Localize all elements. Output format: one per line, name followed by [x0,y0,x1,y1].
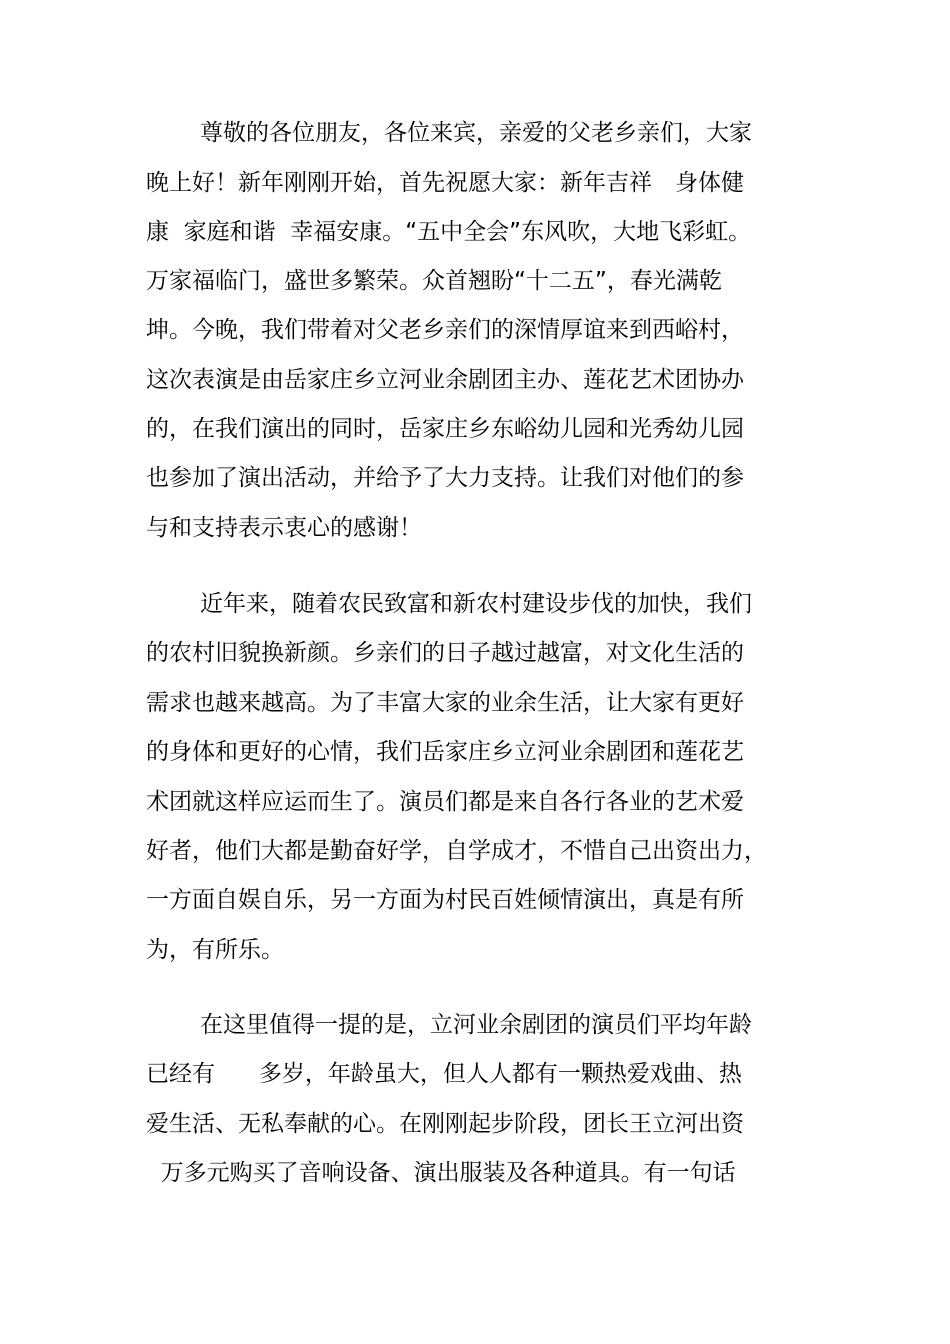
text-line: 的，在我们演出的同时，岳家庄乡东峪幼儿园和光秀幼儿园 [146,416,744,442]
text-line: 康 家庭和谐 幸福安康。“五中全会”东风吹，大地飞彩虹。 [146,219,752,245]
text-line: 爱生活、无私奉献的心。在刚刚起步阶段，团长王立河出资 [146,1111,744,1137]
text-line: 这次表演是由岳家庄乡立河业余剧团主办、莲花艺术团协办 [146,367,744,393]
text-line: 一方面自娱自乐，另一方面为村民百姓倾情演出，真是有所 [146,887,744,913]
text-line: 术团就这样应运而生了。演员们都是来自各行各业的艺术爱 [146,789,744,815]
text-line: 已经有 多岁，年龄虽大，但人人都有一颗热爱戏曲、热 [146,1061,742,1087]
text-line: 万多元购买了音响设备、演出服装及各种道具。有一句话 [146,1160,736,1186]
text-line: 的身体和更好的心情，我们岳家庄乡立河业余剧团和莲花艺 [146,739,744,765]
text-line: 与和支持表示衷心的感谢！ [146,515,422,541]
text-line: 的农村旧貌换新颜。乡亲们的日子越过越富，对文化生活的 [146,640,744,666]
text-line: 近年来，随着农民致富和新农村建设步伐的加快，我们 [200,591,752,617]
text-line: 坤。今晚，我们带着对父老乡亲们的深情厚谊来到西峪村， [146,317,744,343]
text-line: 好者，他们大都是勤奋好学，自学成才，不惜自己出资出力， [146,838,767,864]
text-line: 也参加了演出活动，并给予了大力支持。让我们对他们的参 [146,465,744,491]
text-line: 晚上好！新年刚刚开始，首先祝愿大家：新年吉祥 身体健 [146,170,744,196]
text-line: 在这里值得一提的是，立河业余剧团的演员们平均年龄 [200,1012,752,1038]
text-line: 万家福临门，盛世多繁荣。众首翘盼“十二五”，春光满乾 [146,268,722,294]
text-line: 为，有所乐。 [146,937,284,963]
text-line: 需求也越来越高。为了丰富大家的业余生活，让大家有更好 [146,690,744,716]
text-line: 尊敬的各位朋友，各位来宾，亲爱的父老乡亲们，大家 [200,120,752,146]
